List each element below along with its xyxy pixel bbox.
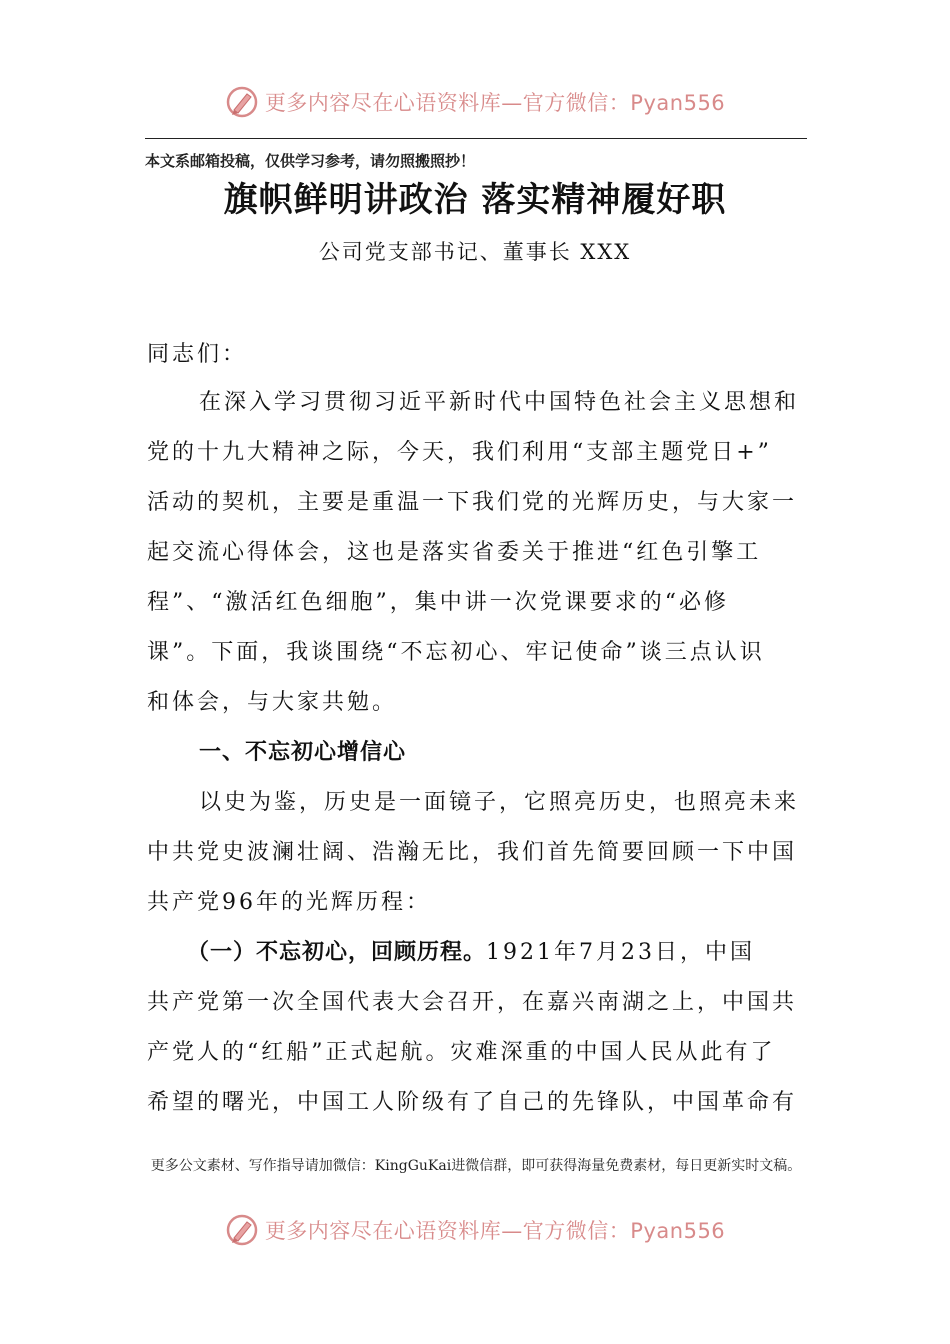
text-line: 中共党史波澜壮阔、浩瀚无比，我们首先简要回顾一下中国 [147, 840, 798, 865]
text-line: 共产党96年的光辉历程： [147, 890, 431, 915]
paragraph-intro [147, 378, 807, 728]
header-divider [145, 138, 807, 139]
text-line: 共产党第一次全国代表大会召开，在嘉兴南湖之上，中国共 [147, 990, 798, 1015]
author-line: 公司党支部书记、董事长 XXX [318, 240, 632, 264]
text-line: 在深入学习贯彻习近平新时代中国特色社会主义思想和 [199, 390, 800, 415]
watermark-header [0, 80, 950, 124]
paragraph-review [147, 928, 807, 1128]
section-heading: 一、不忘初心增信心 [199, 740, 407, 765]
section-heading-block [147, 728, 807, 778]
text-line: 希望的曙光，中国工人阶级有了自己的先锋队，中国革命有 [147, 1090, 798, 1115]
text-line: 活动的契机，主要是重温一下我们党的光辉历史，与大家一 [147, 490, 798, 515]
text-line: 课”。下面，我谈围绕“不忘初心、牢记使命”谈三点认识 [147, 640, 765, 665]
footer-note: 更多公文素材、写作指导请加微信：KingGuKai进微信群，即可获得海量免费素材，每日更新实时文稿。 [150, 1158, 802, 1174]
pen-logo-icon [225, 1213, 259, 1247]
paragraph-lead-rest: 1921年7月23日，中国 [486, 940, 755, 965]
pen-logo-icon [225, 85, 259, 119]
text-line: 产党人的“红船”正式起航。灾难深重的中国人民从此有了 [147, 1040, 776, 1065]
text-line: 程”、“激活红色细胞”，集中讲一次党课要求的“必修 [147, 590, 729, 615]
paragraph-lead: （一）不忘初心，回顾历程。 [187, 940, 487, 965]
document-title: 旗帜鲜明讲政治 落实精神履好职 [223, 180, 727, 220]
watermark-text: 更多内容尽在心语资料库—官方微信：Pyan556 [264, 91, 726, 115]
watermark-footer [0, 1208, 950, 1252]
text-line [147, 928, 807, 978]
text-line: 以史为鉴，历史是一面镜子，它照亮历史，也照亮未来 [199, 790, 800, 815]
text-line: 党的十九大精神之际，今天，我们利用“支部主题党日+” [147, 440, 772, 465]
text-line: 和体会，与大家共勉。 [147, 690, 398, 715]
watermark-text: 更多内容尽在心语资料库—官方微信：Pyan556 [264, 1219, 726, 1243]
paragraph-history [147, 778, 807, 928]
submission-notice: 本文系邮箱投稿，仅供学习参考，请勿照搬照抄！ [145, 152, 476, 170]
greeting: 同志们： [147, 342, 248, 367]
text-line: 起交流心得体会，这也是落实省委关于推进“红色引擎工 [147, 540, 762, 565]
